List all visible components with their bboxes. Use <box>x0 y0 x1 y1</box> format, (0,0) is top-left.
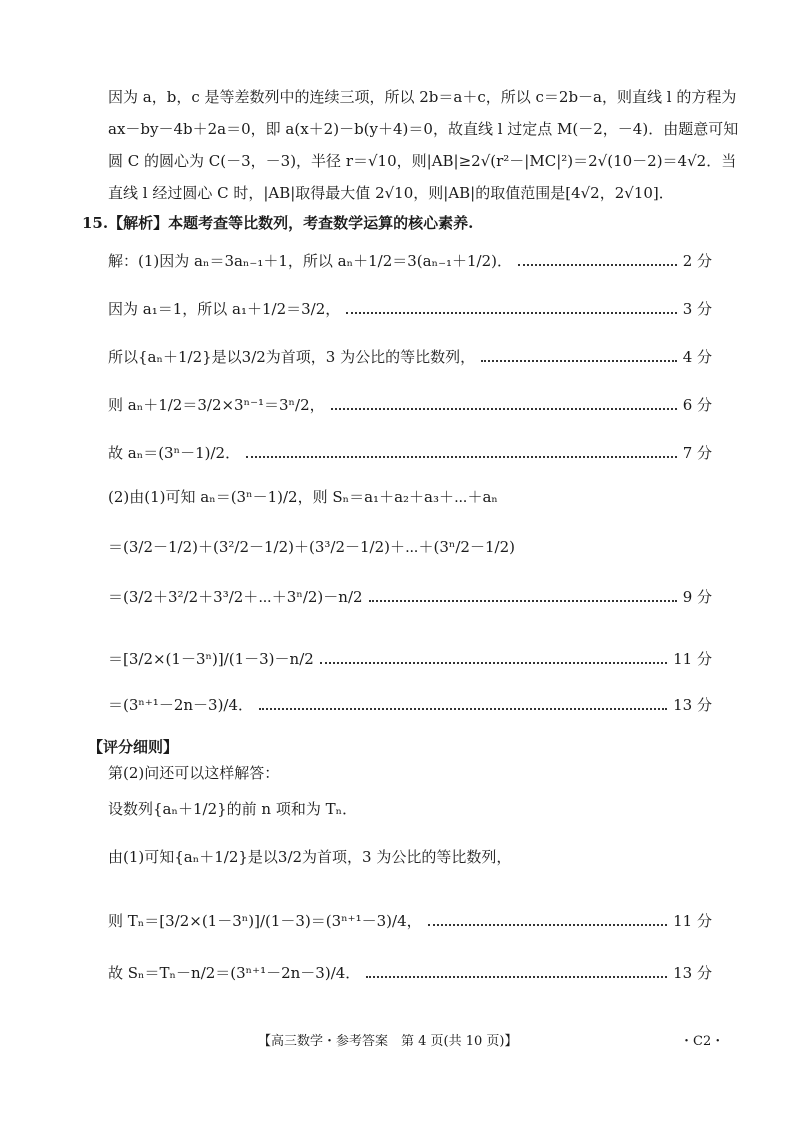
leader-dots <box>246 456 677 458</box>
step-score: 6 分 <box>682 396 712 414</box>
step-text: ＝[3/2×(1－3ⁿ)]/(1－3)－n/2 <box>108 650 314 668</box>
step-score: 7 分 <box>682 444 712 462</box>
step-score: 13 分 <box>673 964 712 982</box>
part2-row-3 <box>108 586 712 607</box>
step-score: 4 分 <box>682 348 712 366</box>
step-text: ＝(3/2＋3²/2＋3³/2＋⋯＋3ⁿ/2)－n/2 <box>108 588 363 606</box>
footer-title: 【高三数学・参考答案 第 4 页(共 10 页)】 <box>258 1034 518 1049</box>
step-score: 9 分 <box>682 588 712 606</box>
rules-row-4 <box>108 910 712 931</box>
step-row <box>108 442 712 463</box>
rules-line-3: 由(1)可知{aₙ＋1/2}是以3/2为首项，3 为公比的等比数列， <box>108 848 512 866</box>
rules-row-5 <box>108 962 712 983</box>
leader-dots <box>428 924 668 926</box>
intro-line-3: 圆 C 的圆心为 C(－3，－3)，半径 r＝√10，则|AB|≥2√(r²－|MC|²)＝2√(10－2)＝4√2．当 <box>108 152 737 170</box>
step-score: 3 分 <box>682 300 712 318</box>
leader-dots <box>259 708 667 710</box>
step-text: 则 aₙ＋1/2＝3/2×3ⁿ⁻¹＝3ⁿ/2， <box>108 396 325 414</box>
grading-rules-header: 【评分细则】 <box>88 738 179 756</box>
step-text: 故 Sₙ＝Tₙ－n/2＝(3ⁿ⁺¹－2n－3)/4． <box>108 964 361 982</box>
rules-line-2: 设数列{aₙ＋1/2}的前 n 项和为 Tₙ． <box>108 800 358 818</box>
step-text: 因为 a₁＝1，所以 a₁＋1/2＝3/2， <box>108 300 341 318</box>
step-text: ＝(3ⁿ⁺¹－2n－3)/4． <box>108 696 254 714</box>
intro-line-1: 因为 a，b，c 是等差数列中的连续三项，所以 2b＝a＋c，所以 c＝2b－a，则直线 l 的方程为 <box>108 88 737 106</box>
question-analysis: 【解析】本题考查等比数列，考查数学运算的核心素养. <box>108 214 474 232</box>
step-text: 解：(1)因为 aₙ＝3aₙ₋₁＋1，所以 aₙ＋1/2＝3(aₙ₋₁＋1/2)． <box>108 252 512 270</box>
question-number: 15. <box>82 214 109 232</box>
step-row <box>108 298 712 319</box>
step-score: 13 分 <box>673 696 712 714</box>
leader-dots <box>331 408 677 410</box>
step-score: 11 分 <box>673 650 712 668</box>
leader-dots <box>366 976 667 978</box>
leader-dots <box>481 360 677 362</box>
question-15-header <box>82 214 473 232</box>
leader-dots <box>518 264 677 266</box>
part2-line-1: (2)由(1)可知 aₙ＝(3ⁿ－1)/2，则 Sₙ＝a₁＋a₂＋a₃＋⋯＋aₙ <box>108 488 498 506</box>
intro-line-2: ax－by－4b＋2a＝0，即 a(x＋2)－b(y＋4)＝0，故直线 l 过定点 M(－2，－4)．由题意可知 <box>108 120 739 138</box>
step-text: 则 Tₙ＝[3/2×(1－3ⁿ)]/(1－3)＝(3ⁿ⁺¹－3)/4， <box>108 912 422 930</box>
step-row <box>108 346 712 367</box>
leader-dots <box>346 312 676 314</box>
step-score: 11 分 <box>673 912 712 930</box>
intro-line-4: 直线 l 经过圆心 C 时，|AB|取得最大值 2√10，则|AB|的取值范围是[4√2，2√10]． <box>108 184 674 202</box>
leader-dots <box>369 600 677 602</box>
part2-row-5 <box>108 694 712 715</box>
step-row <box>108 394 712 415</box>
step-score: 2 分 <box>682 252 712 270</box>
step-text: 所以{aₙ＋1/2}是以3/2为首项，3 为公比的等比数列， <box>108 348 476 366</box>
part2-line-2: ＝(3/2－1/2)＋(3²/2－1/2)＋(3³/2－1/2)＋⋯＋(3ⁿ/2－1/2) <box>108 538 515 556</box>
rules-line-1: 第(2)问还可以这样解答： <box>108 764 280 782</box>
footer-code: ・C2・ <box>680 1034 725 1049</box>
leader-dots <box>320 662 667 664</box>
step-text: 故 aₙ＝(3ⁿ－1)/2． <box>108 444 241 462</box>
step-row <box>108 250 712 271</box>
part2-row-4 <box>108 648 712 669</box>
